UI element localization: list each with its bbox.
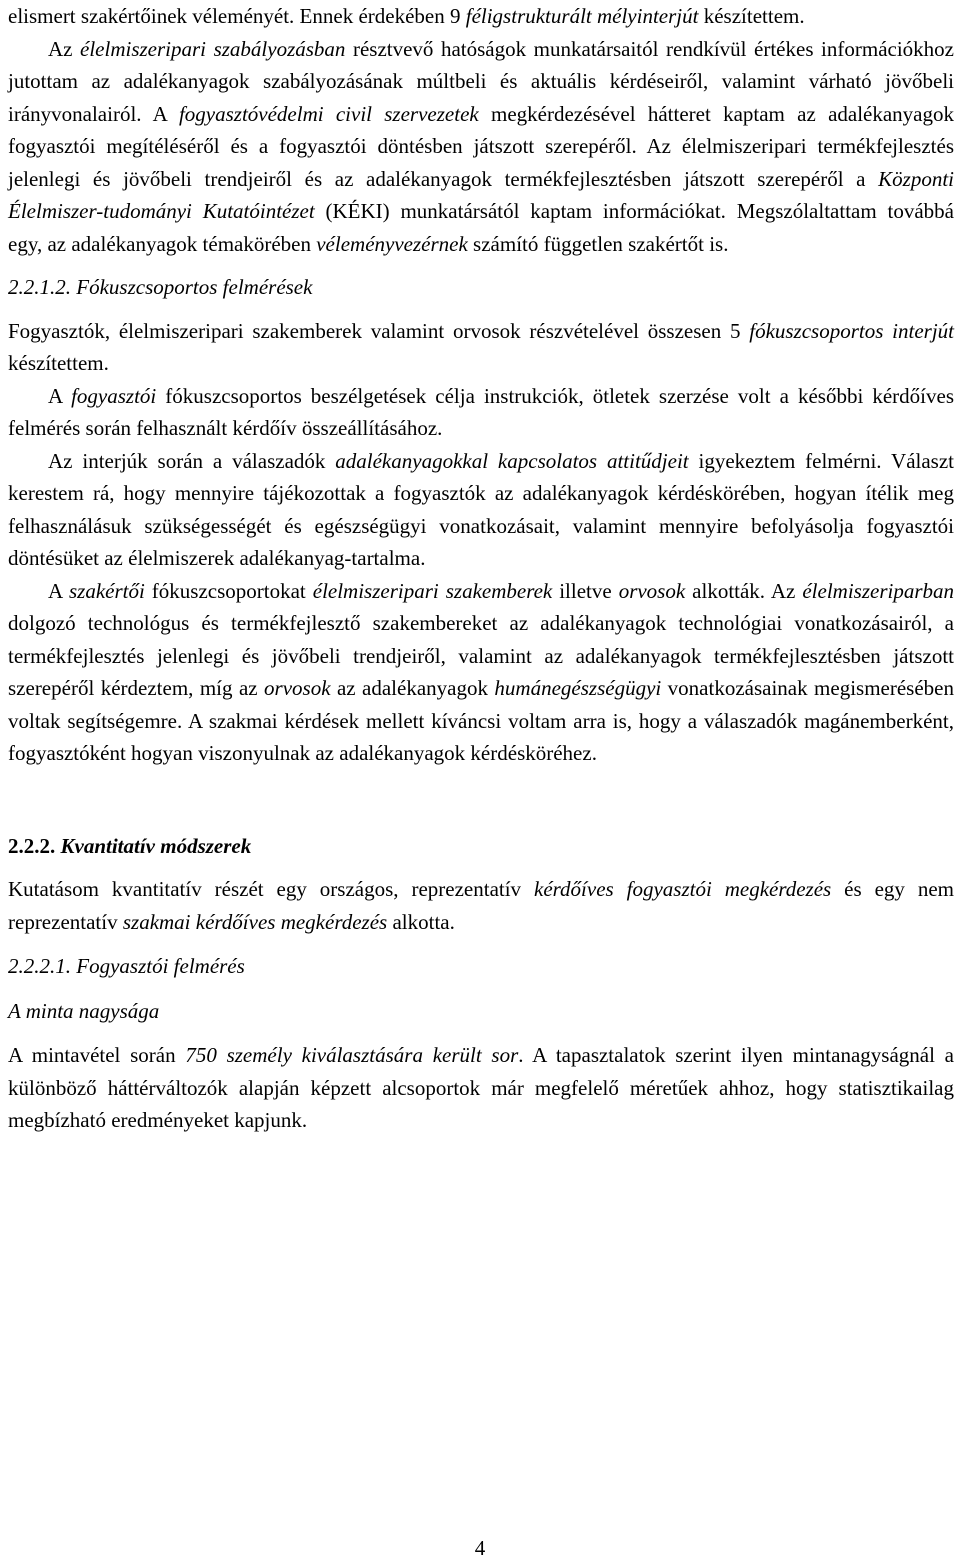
page-number: 4 [474, 1536, 486, 1560]
subheading-sample-size: A minta nagysága [8, 998, 160, 1023]
paragraph-focus-groups [8, 315, 954, 380]
italic-run: élelmiszeripari szakemberek [312, 578, 553, 603]
text-run: vonatkozásainak megismerésében voltak segítségemre. A szakmai kérdések mellett kíváncsi voltam arra is, hogy a válaszadók magánemberként, fogyasztóként hogyan viszonyulnak az adalékanyagok kérdésköréhez. [8, 676, 954, 765]
paragraph-consumer-focus [8, 380, 954, 445]
italic-run: élelmiszeripari szabályozásban [80, 36, 346, 61]
text-run: készítettem. [698, 4, 805, 28]
text-run: számító független szakértőt is. [467, 231, 729, 256]
italic-run: élelmiszeriparban [802, 578, 955, 603]
text-run: igyekeztem felmérni. Választ kerestem rá, hogy mennyire tájékozottak a fogyasztók az adalékanyagok kérdéskörében, hogyan ítélik meg felhasználásuk szükségességét és egészségügyi vonatkozásait, valamint mennyire befolyásolja fogyasztói döntésüket az élelmiszerek adalékanyag-tartalma. [8, 448, 955, 570]
section-heading-consumer-survey: 2.2.2.1. Fogyasztói felmérés [8, 954, 245, 978]
italic-run: 750 személy kiválasztására került sor [185, 1043, 519, 1067]
paragraph-quantitative [8, 873, 954, 938]
text-run: A mintavétel során [8, 1043, 186, 1067]
italic-run: Központi Élelmiszer-tudományi Kutatóintézet [8, 166, 954, 223]
heading-title: Kvantitatív módszerek [60, 833, 252, 858]
text-run: dolgozó technológus és termékfejlesztő szakembereket az adalékanyagok technológiai vonatkozásairól, a termékfejlesztés jelenlegi és jövőbeli trendjeiről, valamint az adalékanyagok termékfejlesztésben játszott szerepéről kérdeztem, míg az [8, 611, 954, 700]
text-run: Kutatásom kvantitatív részét egy országos, reprezentatív [8, 877, 534, 901]
text-run: Az [48, 36, 81, 61]
text-run: készítettem. [8, 351, 109, 375]
text-run: elismert szakértőinek véleményét. Ennek érdekében 9 [8, 4, 466, 28]
italic-run: orvosok [618, 578, 686, 603]
text-run: résztvevő hatóságok munkatársaitól rendkívül értékes információkhoz jutottam az adalékanyagok szabályozásának múltbeli és aktuális kérdéseiről, valamint várható jövőbeli irányvonalairól. A [8, 36, 954, 126]
section-heading-quantitative [8, 830, 954, 863]
italic-run: fókuszcsoportos interjút [749, 318, 954, 343]
heading-number: 2.2.2. [8, 833, 61, 858]
italic-run: véleményvezérnek [316, 231, 468, 256]
text-run: illetve [552, 578, 619, 603]
italic-run: adalékanyagokkal kapcsolatos attitűdjeit [335, 448, 689, 473]
paragraph-expert-focus [8, 575, 954, 770]
section-heading-focus-groups: 2.2.1.2. Fókuszcsoportos felmérések [8, 275, 313, 299]
document-page [8, 0, 954, 1137]
text-run: és egy nem reprezentatív [8, 877, 954, 934]
italic-run: orvosok [264, 676, 331, 700]
text-run: (KÉKI) munkatársától kaptam információkat. Megszólaltattam továbbá egy, az adalékanyagok témakörében [8, 199, 954, 256]
italic-run: féligstrukturált mélyinterjút [465, 4, 699, 28]
paragraph-interviews-intro [8, 0, 954, 33]
paragraph-attitudes [8, 445, 954, 575]
text-run: fókuszcsoportokat [144, 578, 313, 603]
text-run: fókuszcsoportos beszélgetések célja instrukciók, ötletek szerzése volt a későbbi kérdőíves felmérés során felhasznált kérdőív összeállításához. [8, 383, 954, 440]
paragraph-authorities [8, 33, 954, 261]
paragraph-sample [8, 1039, 954, 1137]
text-run: megkérdezésével hátteret kaptam az adalékanyagok fogyasztói megítéléséről és a fogyasztói döntésben játszott szerepéről. Az élelmiszeripari termékfejlesztés jelenlegi és jövőbeli trendjeiről és az adalékanyagok termékfejlesztésben játszott szerepéről a [8, 101, 955, 191]
text-run: az adalékanyagok [330, 676, 495, 700]
text-run: Fogyasztók, élelmiszeripari szakemberek valamint orvosok részvételével összesen 5 [8, 318, 750, 343]
italic-run: kérdőíves fogyasztói megkérdezés [534, 877, 832, 901]
italic-run: szakmai kérdőíves megkérdezés [122, 909, 388, 934]
text-run: A [48, 383, 72, 408]
text-run: A [48, 578, 69, 603]
italic-run: fogyasztói [71, 383, 157, 408]
italic-run: szakértői [69, 578, 145, 603]
italic-run: fogyasztóvédelmi civil szervezetek [178, 101, 479, 126]
italic-run: humánegészségügyi [494, 676, 662, 700]
text-run: alkották. Az [685, 578, 803, 603]
text-run: Az interjúk során a válaszadók [48, 448, 336, 473]
text-run: alkotta. [387, 909, 455, 934]
text-run: . A tapasztalatok szerint ilyen mintanagyságnál a különböző háttérváltozók alapján képzett alcsoportok már megfelelő méretűek ahhoz, hogy statisztikailag megbízható eredményeket kapjunk. [8, 1043, 954, 1132]
